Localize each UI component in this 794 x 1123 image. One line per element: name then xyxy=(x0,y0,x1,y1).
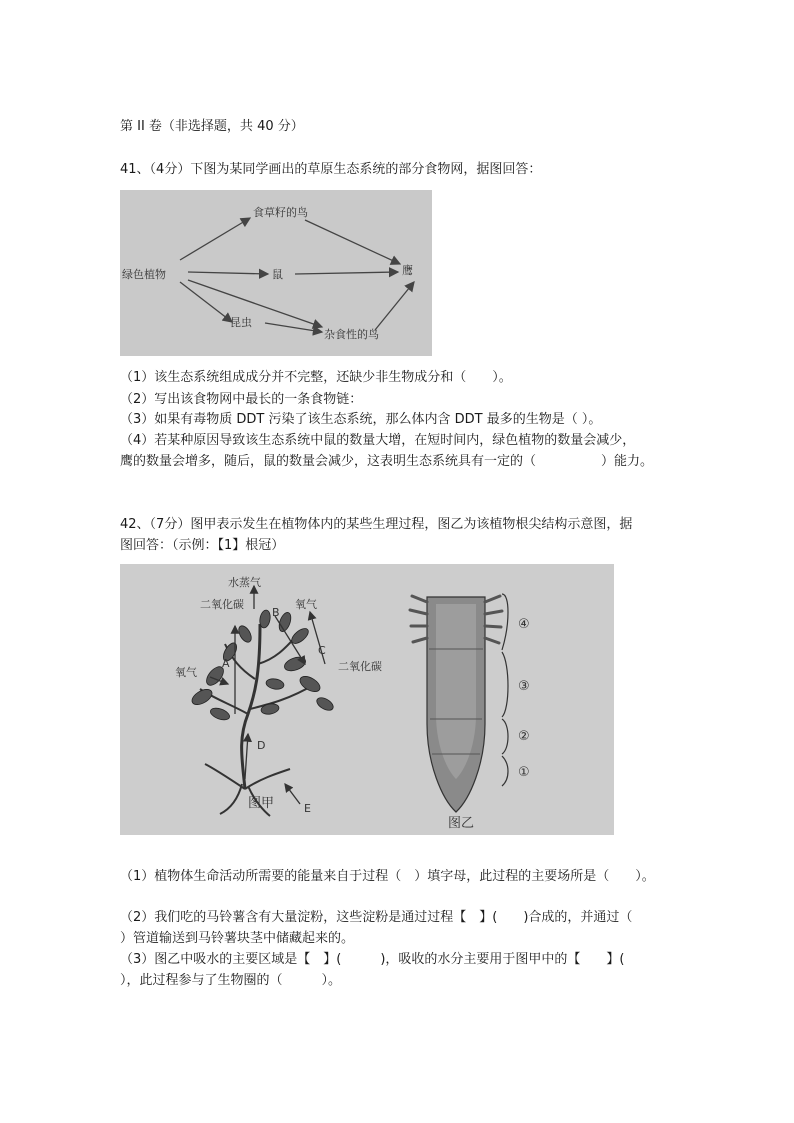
question-41-stem: 41、（4分）下图为某同学画出的草原生态系统的部分食物网，据图回答： xyxy=(120,162,542,177)
section-title: 第 II 卷（非选择题，共 40 分） xyxy=(120,119,304,134)
label-C: C xyxy=(318,644,326,657)
q42-item-3-cont: ），此过程参与了生物圈的（ ）。 xyxy=(120,973,342,988)
q41-item-2: （2）写出该食物网中最长的一条食物链： xyxy=(120,392,363,407)
q41-item-4-cont: 鹰的数量会增多，随后，鼠的数量会减少，这表明生态系统具有一定的（ ）能力。 xyxy=(120,454,654,469)
food-web-figure xyxy=(120,190,432,356)
label-A: A xyxy=(222,657,230,670)
zone-1-label: ① xyxy=(518,765,530,780)
plant-drawing xyxy=(189,609,335,816)
caption-figure-a: 图甲 xyxy=(248,796,275,811)
q41-item-4: （4）若某种原因导致该生态系统中鼠的数量大增，在短时间内，绿色植物的数量会减少， xyxy=(120,433,636,448)
node-omni-bird: 杂食性的鸟 xyxy=(324,328,379,341)
zone-4-label: ④ xyxy=(518,617,530,632)
node-mouse: 鼠 xyxy=(272,268,283,281)
label-co2-left: 二氧化碳 xyxy=(200,598,244,611)
q41-item-1: （1）该生态系统组成成分并不完整，还缺少非生物成分和（ ）。 xyxy=(120,370,512,385)
label-D: D xyxy=(257,739,266,752)
q42-item-2: （2）我们吃的马铃薯含有大量淀粉，这些淀粉是通过过程【 】( )合成的，并通过（ xyxy=(120,910,633,925)
caption-figure-b: 图乙 xyxy=(448,816,475,831)
node-insect: 昆虫 xyxy=(230,316,252,329)
node-hawk: 鹰 xyxy=(402,264,413,277)
plant-root-figure xyxy=(120,564,614,835)
label-o2-right: 氧气 xyxy=(295,598,317,611)
label-water-vapor: 水蒸气 xyxy=(228,576,261,589)
q42-item-3: （3）图乙中吸水的主要区域是【 】( )，吸收的水分主要用于图甲中的【 】( xyxy=(120,952,625,967)
question-42-stem: 42、（7分）图甲表示发生在植物体内的某些生理过程，图乙为该植物根尖结构示意图，据 xyxy=(120,517,633,532)
node-plant: 绿色植物 xyxy=(122,268,166,281)
label-B: B xyxy=(272,606,280,619)
zone-3-label: ③ xyxy=(518,679,530,694)
node-seed-bird: 食草籽的鸟 xyxy=(253,206,308,219)
q41-item-3: （3）如果有毒物质 DDT 污染了该生态系统，那么体内含 DDT 最多的生物是（ ）。 xyxy=(120,412,602,427)
root-tip-drawing xyxy=(410,594,508,812)
label-E: E xyxy=(304,802,311,815)
q42-item-2-cont: ）管道输送到马铃薯块茎中储藏起来的。 xyxy=(120,931,355,946)
question-42-stem-cont: 图回答：（示例：【1】根冠） xyxy=(120,538,285,553)
zone-2-label: ② xyxy=(518,729,530,744)
label-co2-right: 二氧化碳 xyxy=(338,660,382,673)
label-o2-left: 氧气 xyxy=(175,666,197,679)
q42-item-1: （1）植物体生命活动所需要的能量来自于过程（ ）填字母，此过程的主要场所是（ ）。 xyxy=(120,869,655,884)
